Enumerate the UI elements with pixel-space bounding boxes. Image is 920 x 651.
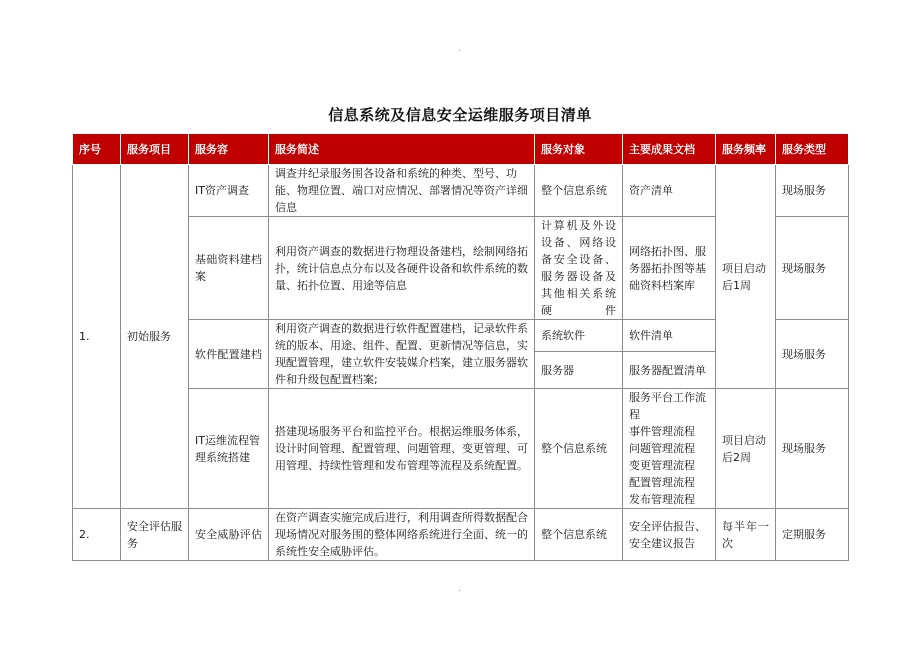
row1-sub4-freq: 项目启动后2周	[716, 389, 776, 509]
row1-sub4-type: 现场服务	[776, 389, 849, 509]
header-target: 服务对象	[535, 134, 623, 165]
header-desc: 服务简述	[269, 134, 535, 165]
header-no: 序号	[73, 134, 121, 165]
table-header-row	[73, 134, 849, 165]
header-freq: 服务频率	[716, 134, 776, 165]
row1-sub2-docs: 网络拓扑图、服务器拓扑图等基础资料档案库	[623, 217, 716, 320]
row1-sub4-content: IT运维流程管理系统搭建	[189, 389, 269, 509]
doc-line: 配置管理流程	[629, 476, 695, 489]
row1-sub1-desc: 调查并纪录服务围各设备和系统的种类、型号、功能、物理位置、端口对应情况、部署情况等资产详细信息	[269, 165, 535, 217]
header-docs: 主要成果文档	[623, 134, 716, 165]
table-row	[73, 165, 849, 217]
row1-sub1-content: IT资产调查	[189, 165, 269, 217]
row1-item: 初始服务	[121, 165, 189, 509]
service-table	[72, 133, 849, 561]
row1-sub1-target: 整个信息系统	[535, 165, 623, 217]
header-content: 服务容	[189, 134, 269, 165]
page-dot-bottom: .	[458, 583, 462, 594]
doc-line: 变更管理流程	[629, 459, 695, 472]
table-row	[73, 509, 849, 561]
row2-item: 安全评估服务	[121, 509, 189, 561]
row1-sub2-type: 现场服务	[776, 217, 849, 320]
row1-sub3-type: 现场服务	[776, 320, 849, 389]
page-title: 信息系统及信息安全运维服务项目清单	[328, 106, 592, 124]
row1-sub1-docs: 资产清单	[623, 165, 716, 217]
row1-sub1-type: 现场服务	[776, 165, 849, 217]
doc-line: 发布管理流程	[629, 493, 695, 506]
row1-sub3-desc: 利用资产调查的数据进行软件配置建档，记录软件系统的版本、用途、组件、配置、更新情况等信息，实现配置管理，建立软件安装媒介档案，建立服务器软件和升级包配置档案;	[269, 320, 535, 389]
row2-desc: 在资产调查实施完成后进行，利用调查所得数据配合现场情况对服务围的整体网络系统进行全面、统一的系统性安全威胁评估。	[269, 509, 535, 561]
row2-target: 整个信息系统	[535, 509, 623, 561]
doc-line: 问题管理流程	[629, 442, 695, 455]
header-item: 服务项目	[121, 134, 189, 165]
row1-sub2-target: 计算机及外设设备、网络设备安全设备、服务器设备及其他相关系统硬件	[535, 217, 623, 320]
row2-type: 定期服务	[776, 509, 849, 561]
row1-no: 1.	[73, 165, 121, 509]
row1-sub3-target-a: 系统软件	[535, 320, 623, 352]
row2-no: 2.	[73, 509, 121, 561]
row2-content: 安全威胁评估	[189, 509, 269, 561]
row1-sub2-content: 基础资料建档案	[189, 217, 269, 320]
row1-sub3-docs-a: 软件清单	[623, 320, 716, 352]
page-dot-top: .	[458, 43, 462, 54]
row2-freq: 每半年一次	[716, 509, 776, 561]
row1-sub4-desc: 搭建现场服务平台和监控平台。根据运维服务体系，设计时间管理、配置管理、问题管理、变更管理、可用管理、持续性管理和发布管理等流程及系统配置。	[269, 389, 535, 509]
doc-line: 事件管理流程	[629, 425, 695, 438]
row1-sub3-docs-b: 服务器配置清单	[623, 352, 716, 389]
table-row	[73, 389, 849, 509]
row1-sub2-desc: 利用资产调查的数据进行物理设备建档，绘制网络拓扑，统计信息点分布以及各硬件设备和软件系统的数量、拓扑位置、用途等信息	[269, 217, 535, 320]
row2-docs: 安全评估报告、安全建议报告	[623, 509, 716, 561]
row1-sub3-content: 软件配置建档	[189, 320, 269, 389]
row1-sub3-target-b: 服务器	[535, 352, 623, 389]
row1-sub4-docs	[623, 389, 716, 509]
row1-sub4-target: 整个信息系统	[535, 389, 623, 509]
row1-freq-a: 项目启动后1周	[716, 165, 776, 389]
header-type: 服务类型	[776, 134, 849, 165]
doc-line: 服务平台工作流程	[629, 391, 706, 421]
